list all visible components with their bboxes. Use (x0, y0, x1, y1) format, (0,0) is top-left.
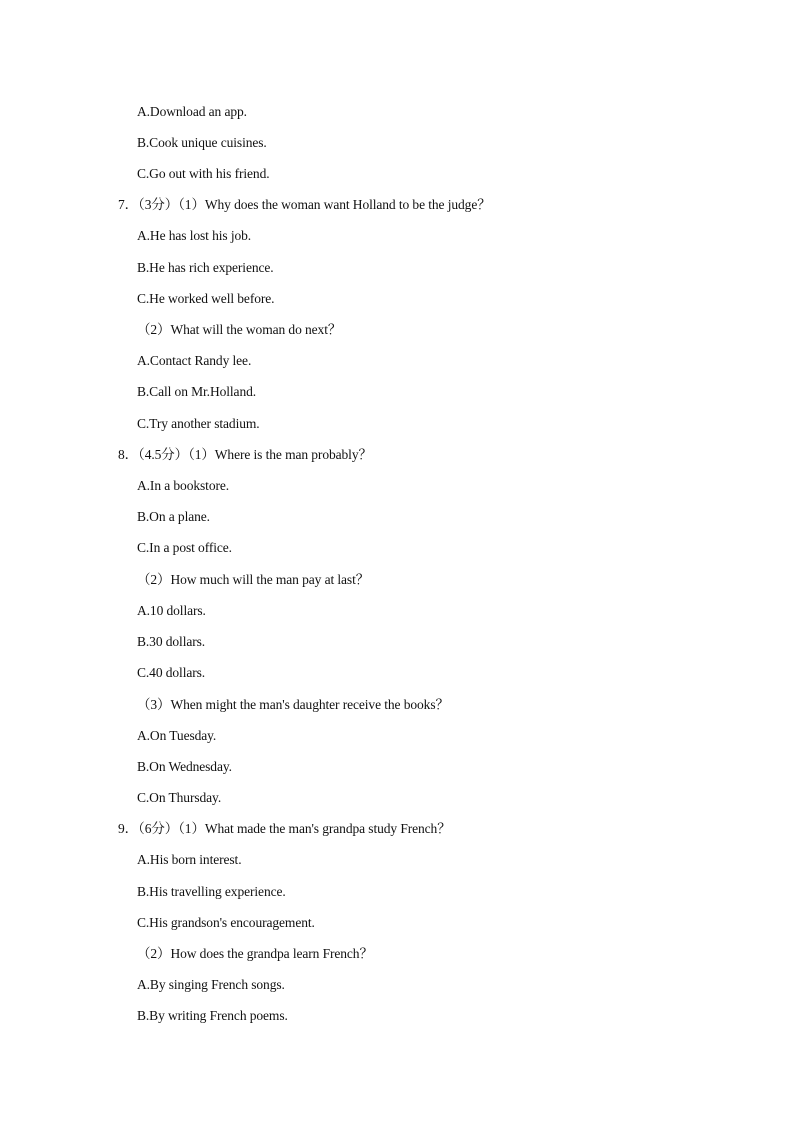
option-text: A.Contact Randy lee. (137, 353, 252, 368)
question-heading: 8．（4.5分）（1）Where is the man probably？ (118, 447, 372, 462)
option-text: C.He worked well before. (137, 291, 275, 306)
sub-question: （2）How much will the man pay at last？ (137, 572, 370, 587)
sub-question: （3）When might the man's daughter receive the books？ (137, 697, 449, 712)
option-text: B.30 dollars. (137, 634, 206, 649)
option-text: A.10 dollars. (137, 603, 206, 618)
option-text: B.By writing French poems. (137, 1008, 288, 1023)
sub-question: （2）What will the woman do next？ (137, 322, 342, 337)
option-text: B.Call on Mr.Holland. (137, 384, 257, 399)
option-text: A.In a bookstore. (137, 478, 230, 493)
sub-question: （2）How does the grandpa learn French？ (137, 946, 373, 961)
option-text: C.40 dollars. (137, 665, 206, 680)
option-text: B.He has rich experience. (137, 260, 274, 275)
option-text: C.On Thursday. (137, 790, 222, 805)
option-text: C.Try another stadium. (137, 416, 260, 431)
option-text: C.His grandson's encouragement. (137, 915, 315, 930)
option-text: B.On a plane. (137, 509, 210, 524)
option-text: B.On Wednesday. (137, 759, 232, 774)
option-text: A.His born interest. (137, 852, 242, 867)
question-heading: 9．（6分）（1）What made the man's grandpa study French？ (118, 821, 451, 836)
option-text: B.His travelling experience. (137, 884, 286, 899)
option-text: A.Download an app. (137, 104, 247, 119)
option-text: A.He has lost his job. (137, 228, 252, 243)
option-text: C.Go out with his friend. (137, 166, 270, 181)
option-text: A.By singing French songs. (137, 977, 285, 992)
option-text: B.Cook unique cuisines. (137, 135, 267, 150)
question-heading: 7．（3分）（1）Why does the woman want Holland to be the judge？ (118, 197, 491, 212)
option-text: C.In a post office. (137, 540, 232, 555)
option-text: A.On Tuesday. (137, 728, 217, 743)
